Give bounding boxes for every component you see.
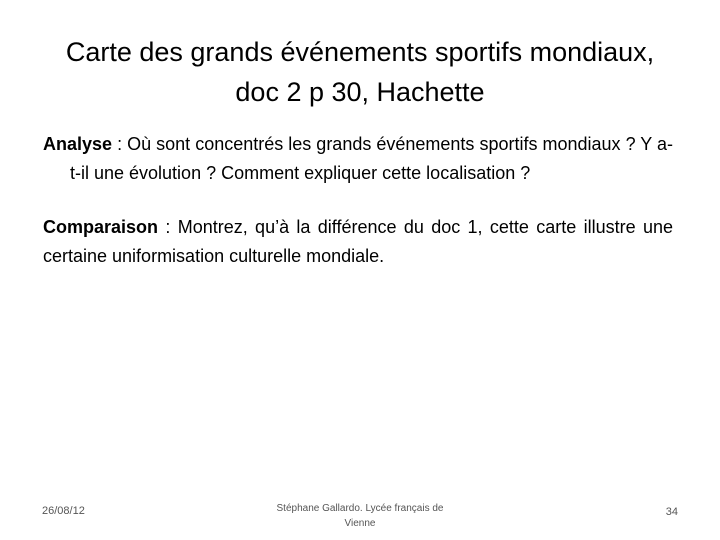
- comparaison-text: : Montrez, qu’à la différence du doc 1, cette carte illustre une certaine uniformisation culturelle mondiale.: [43, 217, 673, 266]
- analyse-label: Analyse: [43, 134, 113, 154]
- footer-page-number: 34: [665, 506, 678, 518]
- footer-author-line-2: Vienne: [344, 518, 376, 529]
- comparaison-paragraph: [43, 213, 673, 271]
- analyse-text: : Où sont concentrés les grands événements sportifs mondiaux ? Y a-t-il une évolution ? Comment expliquer cette localisation ?: [70, 134, 673, 183]
- slide-title-line-1: Carte des grands événements sportifs mondiaux,: [65, 37, 655, 67]
- slide-body: [43, 130, 673, 271]
- footer-author-line-1: Stéphane Gallardo. Lycée français de: [276, 503, 444, 514]
- comparaison-label: Comparaison: [43, 217, 159, 237]
- footer-author: [260, 501, 460, 531]
- slide-title: [30, 32, 690, 112]
- slide-title-line-2: doc 2 p 30, Hachette: [235, 77, 485, 107]
- footer-date: 26/08/12: [42, 505, 85, 517]
- analyse-paragraph: [43, 130, 673, 188]
